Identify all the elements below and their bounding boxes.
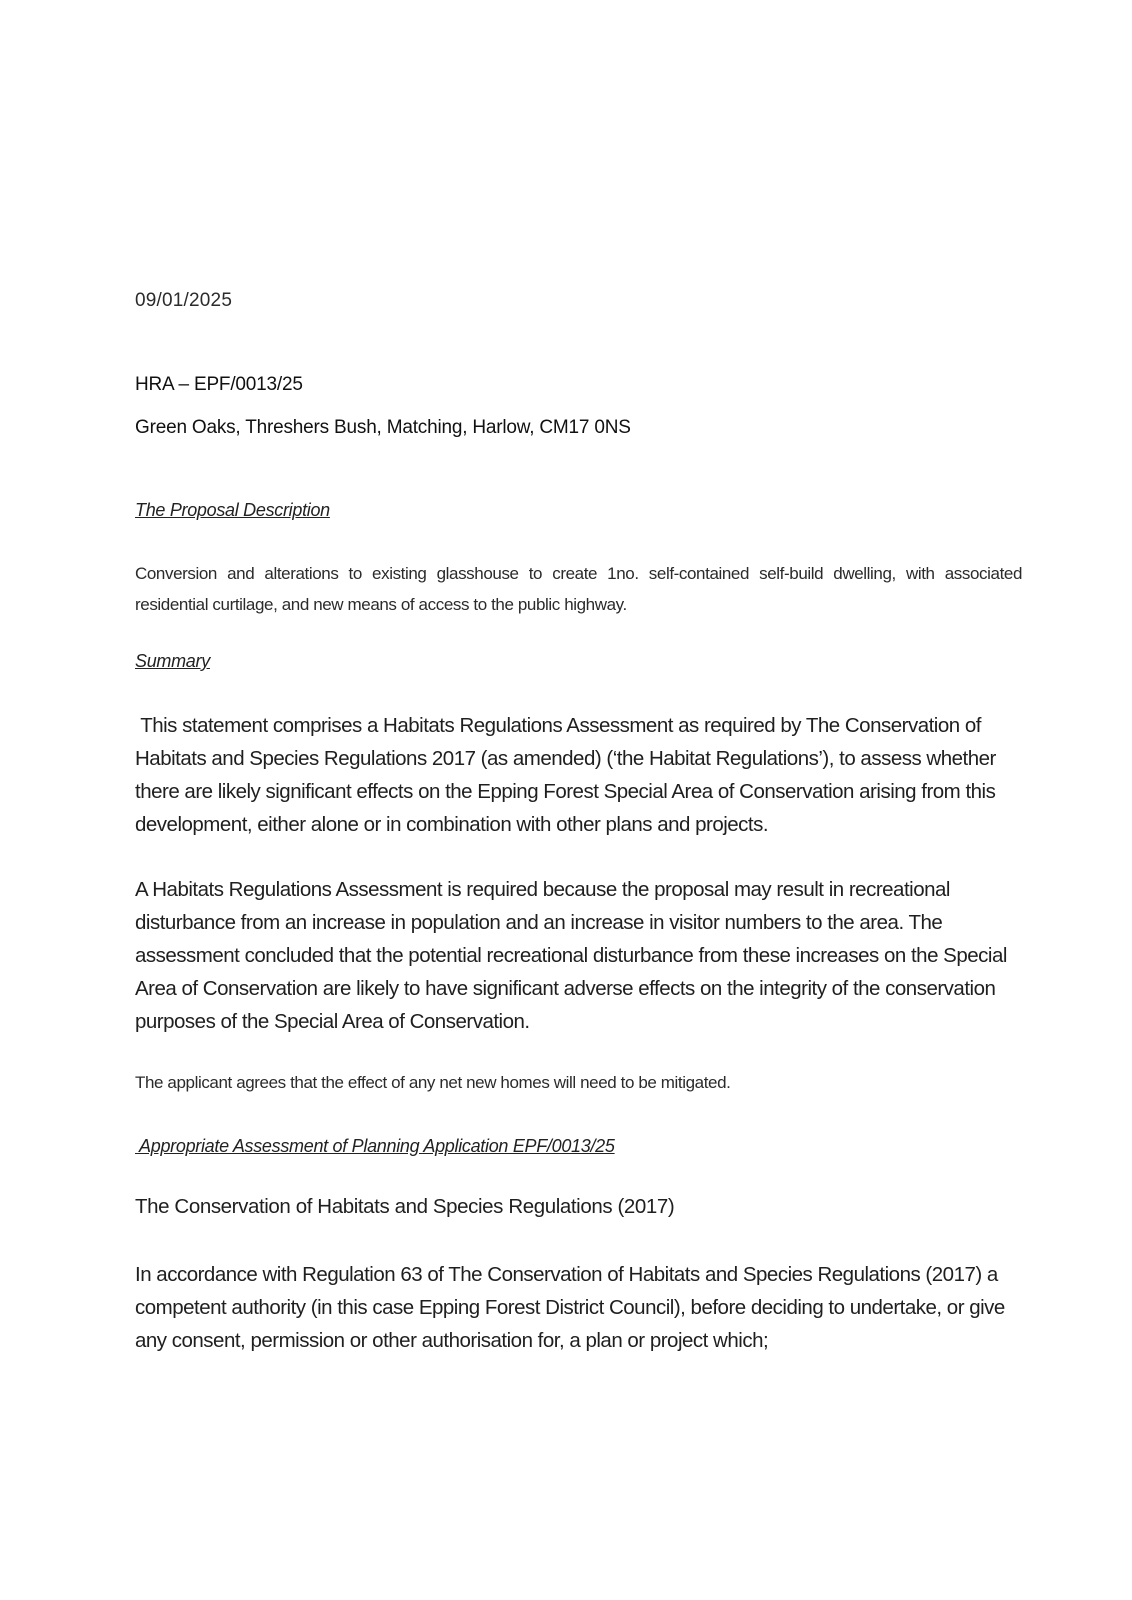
regulation-63-paragraph: In accordance with Regulation 63 of The Conservation of Habitats and Species Regulations (2017) a competent authority (in this case Epping Forest District Council), before deciding to undertake, or give any consent, permission or other authorisation for, a plan or project which; bbox=[135, 1263, 1005, 1352]
summary-heading: Summary bbox=[135, 651, 210, 671]
site-address: Green Oaks, Threshers Bush, Matching, Harlow, CM17 0NS bbox=[135, 417, 631, 438]
document-date: 09/01/2025 bbox=[135, 290, 233, 311]
summary-paragraph-2: A Habitats Regulations Assessment is required because the proposal may result in recreational disturbance from an increase in population and an increase in visitor numbers to the area. The assessment concluded that the potential recreational disturbance from these increases on the Special Area of Conservation are likely to have significant adverse effects on the integrity of the conservation purposes of the Special Area of Conservation. bbox=[135, 878, 1007, 1033]
summary-paragraph-1: This statement comprises a Habitats Regulations Assessment as required by The Conservation of Habitats and Species Regulations 2017 (as amended) (‘the Habitat Regulations’), to assess whether there are likely significant effects on the Epping Forest Special Area of Conservation arising from this development, either alone or in combination with other plans and projects. bbox=[135, 714, 1002, 836]
proposal-description-heading: The Proposal Description bbox=[135, 500, 330, 520]
hra-reference: HRA – EPF/0013/25 bbox=[135, 374, 303, 395]
applicant-statement: The applicant agrees that the effect of any net new homes will need to be mitigated. bbox=[135, 1073, 731, 1092]
proposal-description-text: Conversion and alterations to existing glasshouse to create 1no. self-contained self-build dwelling, with associated residential curtilage, and new means of access to the public highway. bbox=[135, 564, 1022, 614]
regulations-title: The Conservation of Habitats and Species Regulations (2017) bbox=[135, 1195, 675, 1218]
appropriate-assessment-heading: Appropriate Assessment of Planning Application EPF/0013/25 bbox=[135, 1136, 615, 1156]
